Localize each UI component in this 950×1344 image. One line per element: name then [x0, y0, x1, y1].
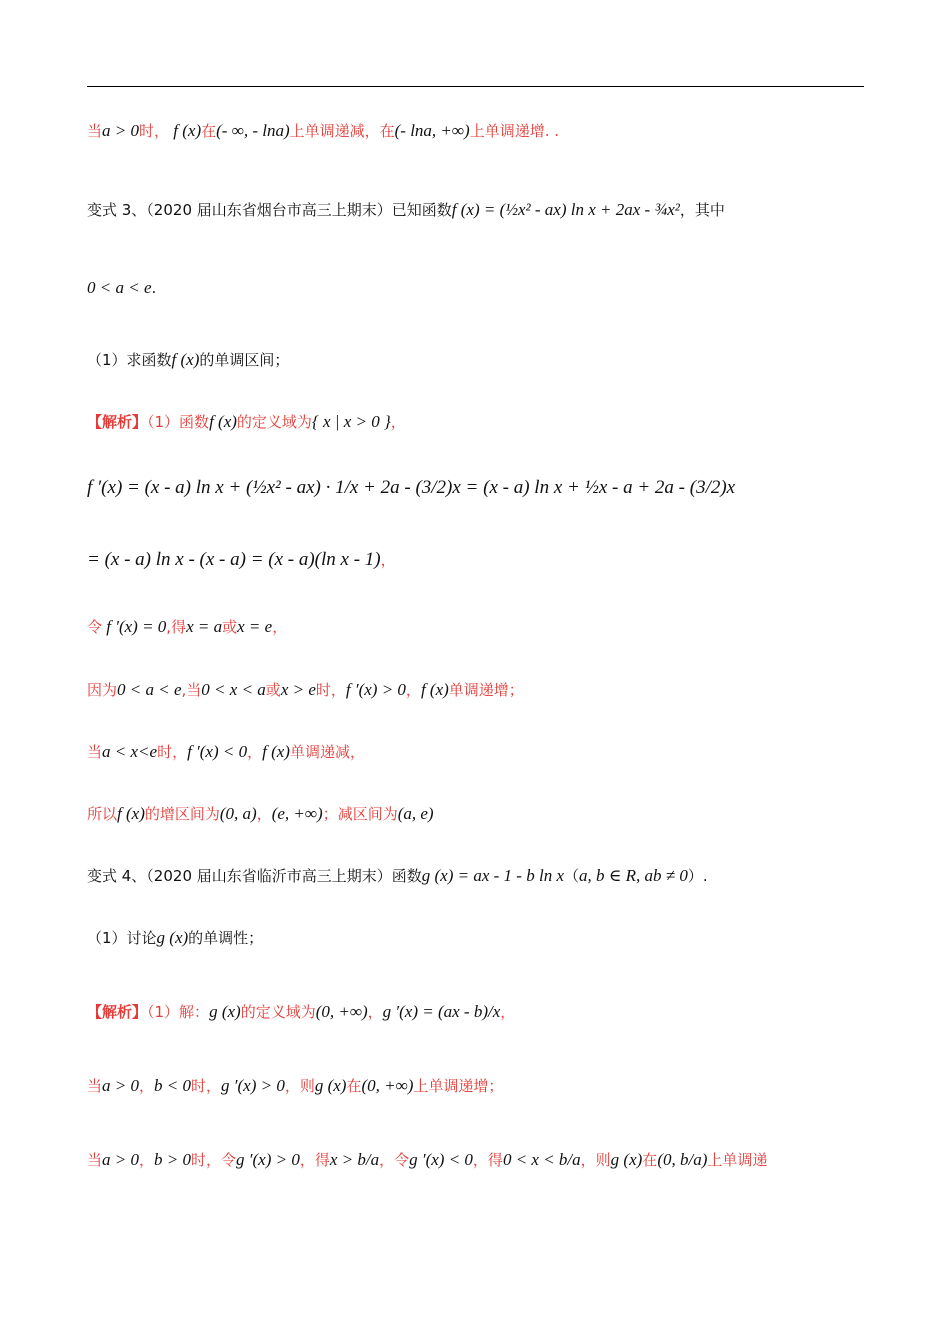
- text-line-l10: [87, 742, 365, 762]
- math-expression: f (x): [420, 680, 449, 699]
- math-expression: a > 0: [102, 121, 139, 140]
- math-expression: g (x): [610, 1150, 643, 1169]
- text-segment: 的增区间为: [144, 805, 220, 823]
- text-segment: 单调递增；: [448, 681, 524, 699]
- math-expression: g (x): [314, 1076, 347, 1095]
- text-segment: 当: [87, 1151, 103, 1169]
- text-segment: 的单调性；: [188, 929, 264, 947]
- text-line-l5: [87, 412, 406, 432]
- text-segment: ，: [139, 1077, 155, 1095]
- text-line-l3: [87, 278, 156, 298]
- math-expression: 0 < x < b/a: [502, 1150, 581, 1169]
- text-segment: 因为: [87, 681, 118, 699]
- text-segment: ，: [405, 681, 421, 699]
- text-segment: 变式 4、（2020 届山东省临沂市高三上期末）函数: [87, 867, 422, 885]
- text-segment: ，: [380, 551, 396, 569]
- text-segment: 时，: [157, 743, 188, 761]
- math-expression: (0, +∞): [361, 1076, 414, 1095]
- text-line-l2: [87, 200, 725, 220]
- text-segment: 的单调区间；: [199, 351, 290, 369]
- text-segment: 上单调递减，在: [289, 122, 395, 140]
- math-expression: a > 0: [102, 1150, 139, 1169]
- math-expression: g ′(x) = (ax - b)/x: [382, 1002, 501, 1021]
- text-segment: ，: [139, 1151, 155, 1169]
- text-segment: 当: [87, 1077, 103, 1095]
- math-expression: g ′(x) < 0: [409, 1150, 473, 1169]
- math-expression: (- ∞, - lna): [216, 121, 290, 140]
- math-expression: (0, a): [219, 804, 257, 823]
- text-segment: 所以: [87, 805, 118, 823]
- math-expression: g ′(x) > 0: [236, 1150, 300, 1169]
- text-segment: ）.: [687, 867, 708, 885]
- text-segment: 变式 3、（2020 届山东省烟台市高三上期末）已知函数: [87, 201, 452, 219]
- text-segment: 在: [346, 1077, 362, 1095]
- math-expression: f (x) = (½x² - ax) ln x + 2ax - ¾x²: [451, 200, 680, 219]
- math-expression: 0 < x < a: [201, 680, 266, 699]
- text-segment: ，得: [299, 1151, 330, 1169]
- text-segment: ，则: [580, 1151, 611, 1169]
- text-line-l13: [87, 928, 263, 948]
- text-segment: 时，: [139, 122, 170, 140]
- math-expression: g (x) = ax - 1 - b ln x: [421, 866, 564, 885]
- text-line-l1: [87, 121, 559, 141]
- math-expression: f ′(x) = (x - a) ln x + (½x² - ax) · 1/x + 2a - (3/2)x = (x - a) ln x + ½x - a + 2a - (3/2)x: [87, 477, 736, 498]
- text-segment: ，: [367, 1003, 383, 1021]
- text-segment: 当: [87, 122, 103, 140]
- text-line-l4: [87, 350, 289, 370]
- text-line-l16: [87, 1150, 767, 1170]
- text-segment: .: [151, 279, 157, 297]
- text-segment: ,当: [181, 681, 202, 699]
- text-segment: 在: [201, 122, 217, 140]
- header-rule: [87, 86, 864, 87]
- text-segment: ,得: [166, 618, 187, 636]
- math-expression: a < x<e: [102, 742, 158, 761]
- text-segment: ，: [500, 1003, 516, 1021]
- text-segment: 时，: [315, 681, 346, 699]
- math-expression: (0, +∞): [315, 1002, 368, 1021]
- math-expression: g (x): [209, 1002, 241, 1021]
- text-segment: ；减区间为: [322, 805, 398, 823]
- math-expression: f (x): [169, 121, 202, 140]
- text-segment: ，: [256, 805, 272, 823]
- text-segment: 当: [87, 743, 103, 761]
- text-line-l12: [87, 866, 708, 886]
- text-segment: 时，令: [191, 1151, 237, 1169]
- text-segment: 或: [265, 681, 281, 699]
- text-segment: ，得: [472, 1151, 503, 1169]
- text-line-l15: [87, 1076, 503, 1096]
- text-segment: 上单调递: [707, 1151, 768, 1169]
- math-expression: a > 0: [102, 1076, 139, 1095]
- math-expression: 0 < a < e: [117, 680, 182, 699]
- math-expression: g (x): [156, 928, 189, 947]
- text-line-l7: [87, 550, 396, 570]
- text-segment: 【解析】: [87, 413, 148, 431]
- math-expression: = (x - a) ln x - (x - a) = (x - a)(ln x - 1): [87, 549, 381, 570]
- math-expression: { x | x > 0 }: [311, 412, 391, 431]
- text-segment: ，其中: [679, 201, 725, 219]
- text-line-l11: [87, 804, 434, 824]
- math-expression: f ′(x) < 0: [187, 742, 248, 761]
- math-expression: g ′(x) > 0: [221, 1076, 285, 1095]
- math-expression: b > 0: [154, 1150, 191, 1169]
- text-segment: 时，: [191, 1077, 222, 1095]
- math-expression: (a, e): [397, 804, 434, 823]
- math-expression: f (x): [117, 804, 145, 823]
- math-expression: (- lna, +∞): [394, 121, 470, 140]
- math-expression: f ′(x) > 0: [345, 680, 406, 699]
- text-line-l6: [87, 478, 735, 498]
- math-expression: b < 0: [154, 1076, 191, 1095]
- math-expression: f (x): [262, 742, 290, 761]
- text-segment: 在: [642, 1151, 658, 1169]
- text-line-l8: [87, 617, 287, 637]
- math-expression: (e, +∞): [271, 804, 323, 823]
- math-expression: f (x): [171, 350, 200, 369]
- math-expression: f ′(x) = 0: [102, 617, 167, 636]
- math-expression: f (x): [209, 412, 237, 431]
- text-segment: （: [564, 867, 580, 885]
- text-segment: （1）求函数: [87, 351, 172, 369]
- text-segment: 令: [87, 618, 103, 636]
- text-segment: ，令: [379, 1151, 410, 1169]
- text-segment: ，: [390, 413, 406, 431]
- text-segment: 上单调递增；: [413, 1077, 504, 1095]
- text-segment: 或: [222, 618, 238, 636]
- math-expression: 0 < a < e: [87, 278, 152, 297]
- text-segment: 上单调递增. .: [469, 122, 560, 140]
- math-expression: x > b/a: [329, 1150, 380, 1169]
- text-segment: 单调递减，: [289, 743, 365, 761]
- text-segment: （1）解：: [147, 1003, 210, 1021]
- text-line-l14: [87, 1002, 515, 1022]
- text-line-l9: [87, 680, 524, 700]
- text-segment: 的定义域为: [236, 413, 312, 431]
- text-segment: （1）讨论: [87, 929, 157, 947]
- math-expression: (0, b/a): [657, 1150, 708, 1169]
- text-segment: ，: [247, 743, 263, 761]
- text-segment: 的定义域为: [240, 1003, 316, 1021]
- text-segment: 【解析】: [87, 1003, 148, 1021]
- math-expression: x > e: [280, 680, 316, 699]
- math-expression: x = a: [186, 617, 223, 636]
- math-expression: a, b ∈ R, ab ≠ 0: [579, 866, 688, 885]
- math-expression: x = e: [237, 617, 273, 636]
- text-segment: ，则: [284, 1077, 315, 1095]
- text-segment: （1）函数: [147, 413, 210, 431]
- text-segment: ，: [272, 618, 288, 636]
